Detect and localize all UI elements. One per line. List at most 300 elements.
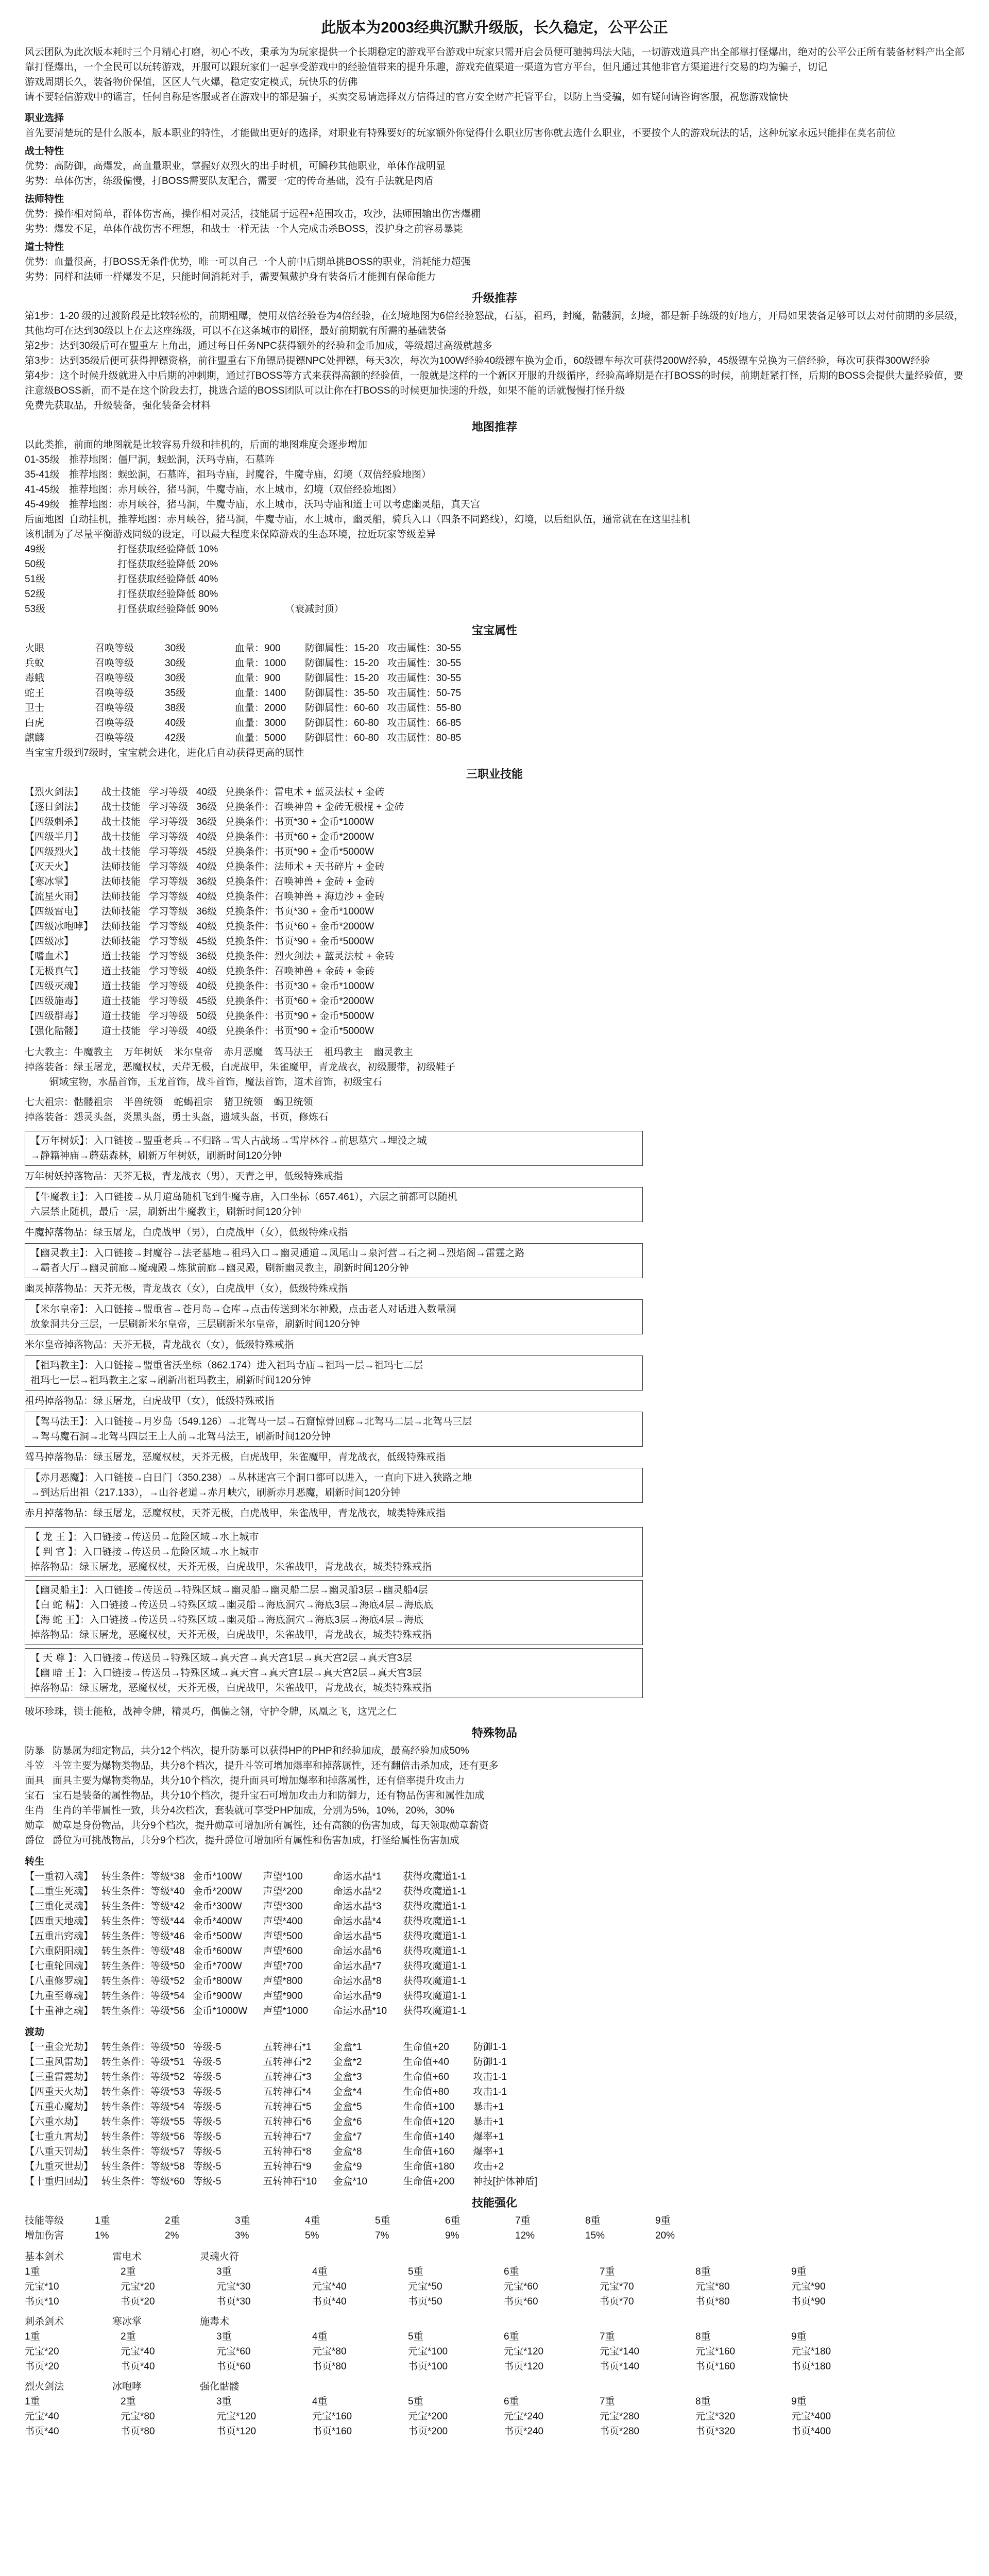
maps-section: [25, 419, 964, 617]
table-header-row: [25, 2329, 887, 2344]
transform-cell: 攻击1-1: [473, 2072, 507, 2082]
skill-cell: 兑换条件：书页*90 + 金币*5000W: [225, 936, 374, 947]
table-row: [25, 889, 413, 904]
table-row: [25, 934, 413, 949]
column-header: 4重: [312, 2331, 328, 2342]
skill-cell: 学习等级: [149, 832, 189, 842]
skill-cell: 兑换条件：法师术 + 天书碎片 + 金砖: [225, 861, 385, 872]
table-row: [25, 2294, 887, 2309]
rebirth-cell: 转生条件：等级*40: [101, 1886, 185, 1897]
table-row: [25, 1009, 413, 1024]
boost-cost-cell: 元宝*140: [600, 2346, 640, 2357]
skill-cell: 【四级灭魂】: [25, 981, 84, 992]
boss-route: 入口链接→从月道岛随机飞到牛魔寺庙，入口坐标（657.461），六层之前都可以随机: [94, 1192, 457, 1202]
skill-cell: 学习等级: [149, 846, 189, 857]
pet-cell: 兵蚁: [25, 658, 45, 669]
pet-cell: 30级: [165, 658, 186, 669]
skill-cell: 【四级冰咆哮】: [25, 921, 94, 932]
column-header: 2重: [121, 2396, 136, 2407]
skill-cell: 道士技能: [101, 966, 141, 977]
boost-skill-title: 强化骷髅: [200, 2381, 240, 2392]
skill-cell: 战士技能: [101, 832, 141, 842]
boss-line: 掉落装备：绿玉屠龙，恶魔权杖，天芹无极，白虎战甲，朱雀魔甲，青龙战衣，初级腰带，初级鞋子: [25, 1062, 456, 1073]
intro-section: [25, 45, 964, 105]
boost-cost-cell: 元宝*120: [216, 2411, 257, 2422]
skill-cell: 学习等级: [149, 966, 189, 977]
table-row: [25, 1773, 507, 1788]
class-name: 法师特性: [25, 194, 64, 205]
rebirth-cell: 【五重出窍魂】: [25, 1931, 94, 1942]
column-header: 9重: [655, 2215, 671, 2226]
boss-route-line: 【 龙 王 】：入口链接→传送员→危险区域→水上城市: [30, 1532, 259, 1543]
pet-cell: 召唤等级: [95, 703, 134, 714]
boss-route: 入口链接→盟重省沃坐标（862.174）进入祖玛寺庙→祖玛一层→祖玛七二层: [94, 1360, 423, 1371]
map-text: 推荐地图：赤月峡谷，猪马洞，牛魔寺庙，水上城市，沃玛寺庙和道士可以考虑幽灵船，真天宫: [69, 499, 481, 510]
exp-text: 打怪获取经验降低 40%: [117, 574, 218, 585]
column-header: 4重: [312, 2266, 328, 2277]
boss-entries-section: [25, 1131, 964, 1521]
transform-cell: 生命值+200: [403, 2176, 455, 2187]
boost-cell: 9%: [445, 2230, 459, 2241]
exp-level: 52级: [25, 589, 46, 600]
pet-cell: 血量：2000: [235, 703, 286, 714]
skill-cell: 36级: [196, 951, 217, 962]
level-range: 后面地图: [25, 514, 64, 525]
upgrade-step: [25, 309, 964, 338]
rebirth-cell: 转生条件：等级*54: [101, 1991, 185, 2002]
boost-cost-cell: 元宝*100: [408, 2346, 448, 2357]
boss-route-line: [30, 1429, 637, 1444]
boss-route-line: [30, 1148, 637, 1163]
skill-cell: 战士技能: [101, 802, 141, 812]
rebirth-cell: 命运水晶*2: [333, 1886, 382, 1897]
rebirth-cell: 获得攻魔道1-1: [403, 1946, 467, 1957]
table-row: [25, 1974, 474, 1989]
column-header: 5重: [375, 2215, 390, 2226]
rebirth-cell: 金币*200W: [193, 1886, 242, 1897]
boost-cost-cell: 书页*30: [216, 2296, 251, 2307]
table-row: [25, 815, 413, 829]
transform-cell: 金盒*9: [333, 2161, 362, 2172]
skill-cell: 36级: [196, 876, 217, 887]
skill-cell: 兑换条件：烈火剑法 + 蓝灵法杖 + 金砖: [225, 951, 395, 962]
skill-cell: 法师技能: [101, 876, 141, 887]
column-header: 1重: [25, 2396, 40, 2407]
boss-name: 【万年树妖】：: [30, 1136, 94, 1146]
boost-skill-title: 雷电术: [112, 2251, 142, 2262]
boost-cell: 3%: [235, 2230, 249, 2241]
career-intro: 首先要清楚玩的是什么版本，版本职业的特性，才能做出更好的选择，对职业有特殊要好的玩家额外你觉得什么职业厉害你就去选什么职业，不要按个人的游戏玩法的话，这种玩家永远只能排在莫名前位: [25, 128, 896, 139]
boost-cost-cell: 元宝*20: [121, 2281, 155, 2292]
pet-cell: 召唤等级: [95, 673, 134, 684]
pet-cell: 防御属性：60-60: [305, 703, 379, 714]
rebirth-cell: 命运水晶*1: [333, 1871, 382, 1882]
pet-cell: 防御属性：15-20: [305, 643, 379, 654]
rebirth-cell: 金币*1000W: [193, 2006, 248, 2016]
boost-cost-cell: 书页*60: [504, 2296, 538, 2307]
column-header: 5重: [408, 2331, 423, 2342]
pet-cell: 召唤等级: [95, 688, 134, 699]
boss-route-line: [30, 1133, 637, 1148]
drop-label: 万年树妖掉落物品：: [25, 1171, 113, 1182]
table-row: [25, 1884, 474, 1899]
transform-cell: 等级-5: [193, 2057, 221, 2067]
table-row: [25, 686, 469, 701]
skill-cell: 道士技能: [101, 981, 141, 992]
table-row: [25, 2084, 545, 2099]
transform-cell: 金盒*3: [333, 2072, 362, 2082]
boost-cost-cell: 元宝*60: [504, 2281, 538, 2292]
skill-cell: 40级: [196, 787, 217, 798]
boss-name: 【牛魔教主】：: [30, 1192, 94, 1202]
table-row: [25, 2004, 474, 2019]
drop-text: 天芥无极，青龙战衣（女），低级特殊戒指: [113, 1340, 294, 1350]
class-name: 战士特性: [25, 146, 64, 157]
boost-table-block: [25, 2249, 964, 2309]
special-cell: 防暴属为细定物品，共分12个档次，提升防暴可以获得HP的PHP和经验加成，最高经验加成50%: [53, 1745, 469, 1756]
pet-cell: 攻击属性：30-55: [387, 643, 462, 654]
drop-label: 掉落物品：: [30, 1630, 80, 1640]
boost-cost-cell: 书页*20: [121, 2296, 155, 2307]
pet-cell: 攻击属性：30-55: [387, 658, 462, 669]
special-cell: 防暴: [25, 1745, 45, 1756]
boost-cost-cell: 元宝*10: [25, 2281, 59, 2292]
transform-cell: 转生条件：等级*53: [101, 2087, 185, 2097]
column-header: 7重: [515, 2215, 531, 2226]
table-row: [25, 829, 413, 844]
table-header-row: [25, 2213, 725, 2228]
drop-label: 米尔皇帝掉落物品：: [25, 1340, 113, 1350]
skill-cell: 法师技能: [101, 861, 141, 872]
boost-titles: [25, 2379, 964, 2394]
rebirth-cell: 获得攻魔道1-1: [403, 1961, 467, 1972]
transform-table: [25, 2040, 545, 2189]
skill-cell: 40级: [196, 1026, 217, 1037]
pet-cell: 血量：3000: [235, 718, 286, 728]
skill-cell: 36级: [196, 906, 217, 917]
special-cell: 面具主要为爆物类物品，共分10个档次，提升面具可增加爆率和掉落属性，还有倍率提升攻击力: [53, 1775, 465, 1786]
boost-skill-title: 刺杀剑术: [25, 2316, 64, 2327]
page-title: 此版本为2003经典沉默升级版，长久稳定，公平公正: [321, 20, 668, 36]
transform-cell: 等级-5: [193, 2087, 221, 2097]
boost-cell: 15%: [585, 2230, 605, 2241]
column-header: 8重: [695, 2396, 711, 2407]
boost-skill-title: 基本剑术: [25, 2251, 64, 2262]
boost-skill-title: 灵魂火符: [200, 2251, 240, 2262]
special-cell: 爵位: [25, 1835, 45, 1846]
skill-cell: 学习等级: [149, 936, 189, 947]
rebirth-cell: 获得攻魔道1-1: [403, 1931, 467, 1942]
table-row: [25, 2129, 545, 2144]
column-header: 1重: [25, 2331, 40, 2342]
table-row: [25, 1833, 507, 1848]
rebirth-cell: 金币*400W: [193, 1916, 242, 1927]
boost-cost-cell: 书页*60: [216, 2361, 251, 2372]
boss-name: 【祖玛教主】：: [30, 1360, 94, 1371]
drop-text: 绿玉屠龙，恶魔权杖，天芥无极，白虎战甲，朱雀魔甲，青龙战衣，低级特殊戒指: [93, 1452, 446, 1463]
column-header: 技能等级: [25, 2215, 64, 2226]
column-header: 1重: [25, 2266, 40, 2277]
exp-text: 打怪获取经验降低 20%: [117, 559, 218, 570]
transform-cell: 转生条件：等级*56: [101, 2131, 185, 2142]
boost-cost-cell: 书页*160: [312, 2426, 352, 2437]
skill-cell: 兑换条件：书页*60 + 金币*2000W: [225, 832, 374, 842]
boss-drop-line: [30, 1628, 637, 1642]
boost-cost-cell: 书页*100: [408, 2361, 448, 2372]
boost-cost-cell: 书页*400: [791, 2426, 831, 2437]
maps-note: 该机制为了尽量平衡游戏同级的设定，可以最大程度来保障游戏的生态环境，拉近玩家等级差异: [25, 529, 436, 540]
rebirth-cell: 金币*800W: [193, 1976, 242, 1987]
pet-cell: 血量：1400: [235, 688, 286, 699]
rebirth-cell: 转生条件：等级*38: [101, 1871, 185, 1882]
skill-cell: 兑换条件：书页*90 + 金币*5000W: [225, 846, 374, 857]
transform-cell: 金盒*4: [333, 2087, 362, 2097]
boss-entry-box: [25, 1187, 643, 1222]
rebirth-cell: 转生条件：等级*50: [101, 1961, 185, 1972]
column-header: 3重: [216, 2331, 232, 2342]
exp-row: [25, 572, 349, 587]
level-range: 41-45级: [25, 484, 60, 495]
transform-cell: 转生条件：等级*55: [101, 2116, 185, 2127]
boost-cost-cell: 书页*280: [600, 2426, 640, 2437]
drop-label: 幽灵掉落物品：: [25, 1283, 94, 1294]
boost-cost-cell: 书页*120: [216, 2426, 257, 2437]
table-row: [25, 919, 413, 934]
rebirth-cell: 声望*600: [263, 1946, 303, 1957]
upgrade-heading: 升级推荐: [471, 292, 517, 304]
table-row: [25, 1024, 413, 1039]
rebirth-table: [25, 1869, 474, 2019]
boost-cost-cell: 元宝*400: [791, 2411, 831, 2422]
boost-cost-cell: 书页*10: [25, 2296, 59, 2307]
skill-cell: 法师技能: [101, 936, 141, 947]
boss-name: 【米尔皇帝】：: [30, 1304, 94, 1315]
skill-cell: 40级: [196, 861, 217, 872]
skill-cell: 【四级刺杀】: [25, 817, 84, 827]
boost-cost-cell: 书页*140: [600, 2361, 640, 2372]
skill-cell: 【强化骷髅】: [25, 1026, 84, 1037]
pet-cell: 召唤等级: [95, 643, 134, 654]
skill-cell: 【四级烈火】: [25, 846, 84, 857]
transform-cell: 转生条件：等级*58: [101, 2161, 185, 2172]
pet-cell: 35级: [165, 688, 186, 699]
boost-cost-cell: 元宝*40: [312, 2281, 347, 2292]
class-name: 道士特性: [25, 242, 64, 252]
rebirth-cell: 声望*800: [263, 1976, 303, 1987]
transform-cell: 生命值+100: [403, 2102, 455, 2112]
boss-route-line: [30, 1261, 637, 1276]
transform-cell: 生命值+80: [403, 2087, 449, 2097]
transform-cell: 防御1-1: [473, 2057, 507, 2067]
intro-paragraph: 风云团队为此次版本耗时三个月精心打磨，初心不改，秉承为为玩家提供一个长期稳定的游戏平台游戏中玩家只需开启会员便可驰骋玛法大陆，一切游戏道具产出全部靠打怪爆出，绝对的公平公正所有装备材料产出全部靠打怪爆出，一个全民可以玩转游戏，开服可以跟玩家们一起享受游戏中的经验值带来的提升乐趣，游戏充值渠道一渠道为官方平台，但凡通过其他非官方渠道进行交易的均为骗子，切记: [25, 47, 965, 73]
skill-cell: 战士技能: [101, 817, 141, 827]
map-row: [25, 497, 696, 512]
boost-table-block: [25, 2379, 964, 2439]
skill-cell: 学习等级: [149, 1026, 189, 1037]
transform-cell: 金盒*7: [333, 2131, 362, 2142]
column-header: 9重: [791, 2396, 807, 2407]
boss-route: →霸者大厅→幽灵前廊→魔魂殿→炼狱前廊→幽灵殿，刷新幽灵教主，刷新时间120分钟: [30, 1263, 409, 1274]
boss-line: 七大教主：牛魔教主 万年树妖 米尔皇帝 赤月恶魔 驾马法王 祖玛教主 幽灵教主: [25, 1047, 413, 1058]
boss-entry-box: [25, 1355, 643, 1391]
rebirth-cell: 转生条件：等级*46: [101, 1931, 185, 1942]
rebirth-cell: 声望*400: [263, 1916, 303, 1927]
skill-cell: 法师技能: [101, 891, 141, 902]
table-row: [25, 701, 469, 716]
skill-cell: 40级: [196, 832, 217, 842]
jewel-section: [25, 1704, 964, 1719]
transform-cell: 生命值+160: [403, 2146, 455, 2157]
boss-route-line: 【白 蛇 精】：入口链接→传送员→特殊区域→幽灵船→海底洞穴→海底3层→海底4层→海底底: [30, 1600, 434, 1611]
transform-cell: 等级-5: [193, 2072, 221, 2082]
pet-cell: 42级: [165, 733, 186, 743]
special-cell: 勋章: [25, 1820, 45, 1831]
skill-cell: 学习等级: [149, 802, 189, 812]
transform-cell: 五转神石*4: [263, 2087, 312, 2097]
exp-row: [25, 587, 349, 602]
skill-cell: 法师技能: [101, 921, 141, 932]
drop-text: 天芥无极，青龙战衣（女），白虎战甲（女），低级特殊戒指: [93, 1283, 348, 1294]
pet-cell: 火眼: [25, 643, 45, 654]
table-row: [25, 859, 413, 874]
upgrade-section: [25, 291, 964, 413]
rebirth-cell: 获得攻魔道1-1: [403, 2006, 467, 2016]
step-label: 第1步：: [25, 311, 60, 321]
table-row: [25, 671, 469, 686]
skill-cell: 【四级施毒】: [25, 996, 84, 1007]
skill-cell: 45级: [196, 846, 217, 857]
transform-cell: 神技[护体神盾]: [473, 2176, 538, 2187]
transform-cell: 金盒*2: [333, 2057, 362, 2067]
skill-cell: 兑换条件：雷电术 + 蓝灵法杖 + 金砖: [225, 787, 385, 798]
pet-cell: 防御属性：15-20: [305, 673, 379, 684]
table-row: [25, 964, 413, 979]
transform-cell: 等级-5: [193, 2116, 221, 2127]
skill-cell: 40级: [196, 981, 217, 992]
class-line: 劣势：爆发不足，单体作战伤害不理想，和战士一样无法一个人完成击杀BOSS，没护身之前容易暴毙: [25, 224, 463, 234]
pet-cell: 血量：1000: [235, 658, 286, 669]
rebirth-cell: 转生条件：等级*44: [101, 1916, 185, 1927]
boss-drop-line: [25, 1337, 964, 1352]
class-line: 优势：血量很高，打BOSS无条件优势，唯一可以自己一个人前中后期单挑BOSS的职业，消耗能力超强: [25, 257, 471, 267]
boss-route: 入口链接→月岁岛（549.126）→北驾马一层→石窟惊骨回廊→北驾马二层→北驾马三层: [94, 1416, 472, 1427]
transform-cell: 【八重天罚劫】: [25, 2146, 94, 2157]
boost-cost-cell: 书页*80: [121, 2426, 155, 2437]
column-header: 2重: [121, 2266, 136, 2277]
table-row: [25, 2409, 887, 2424]
special-cell: 面具: [25, 1775, 45, 1786]
table-row: [25, 1743, 507, 1758]
boost-cost-table: [25, 2329, 887, 2374]
exp-level: 53级: [25, 604, 46, 615]
pets-section: [25, 623, 964, 760]
step-text: 这个时候升级就进入中后期的冲刺期，通过打BOSS等方式来获得高额的经验值，一般就是这样的一个新区开服的升级循序，经验高峰期是在打BOSS的时候，前期赶紧打怪，后期的BOSS会提供大量经验值，要注意级BOSS新，而不是在这个阶段去打，挑选合适的BOSS团队可以让你在打BOSS的时候更加快速的升级，如果不能的话就慢慢打怪升级: [25, 370, 963, 396]
map-row: [25, 452, 696, 467]
level-range: 35-41级: [25, 469, 60, 480]
drop-text: 绿玉屠龙，恶魔权杖，天芥无极，白虎战甲，朱雀战甲，青龙战衣，城类特殊戒指: [79, 1683, 432, 1693]
upgrade-step: [25, 353, 964, 368]
column-header: 5重: [408, 2266, 423, 2277]
boost-cost-cell: 书页*200: [408, 2426, 448, 2437]
skill-cell: 兑换条件：书页*30 + 金币*1000W: [225, 906, 374, 917]
skill-boost-section: [25, 2195, 964, 2243]
rebirth-cell: 获得攻魔道1-1: [403, 1886, 467, 1897]
skill-cell: 36级: [196, 802, 217, 812]
pet-cell: 攻击属性：30-55: [387, 673, 462, 684]
transform-cell: 金盒*10: [333, 2176, 368, 2187]
boost-table-block: [25, 2314, 964, 2374]
boost-cost-cell: 元宝*120: [504, 2346, 544, 2357]
rebirth-cell: 声望*900: [263, 1991, 303, 2002]
maps-heading: 地图推荐: [471, 420, 517, 433]
skill-cell: 【流星火雨】: [25, 891, 84, 902]
pet-cell: 30级: [165, 673, 186, 684]
boss-route-line: 【 判 官 】：入口链接→传送员→危险区域→水上城市: [30, 1547, 259, 1557]
transform-cell: 生命值+120: [403, 2116, 455, 2127]
boost-cell: 增加伤害: [25, 2230, 64, 2241]
boss-route: 祖玛七一层→祖玛教主之家→刷新出祖玛教主，刷新时间120分钟: [30, 1375, 311, 1386]
step-text: 达到35级后便可获得押镖资格，前往盟重右下角镖局提镖NPC处押镖，每天3次，每次为100W经验40级镖车换为金币，60级镖车每次可获得200W经验，45级镖车兑换为三倍经验，每次可获得300W经验: [59, 355, 930, 366]
table-row: [25, 2359, 887, 2374]
boss-route: 入口链接→盟重老兵→不归路→雪人古战场→雪岸林谷→前思墓穴→埋没之城: [94, 1136, 427, 1146]
column-header: 7重: [600, 2266, 615, 2277]
boost-cost-cell: 元宝*200: [408, 2411, 448, 2422]
exp-level: 50级: [25, 559, 46, 570]
transform-cell: 五转神石*8: [263, 2146, 312, 2157]
boost-cost-cell: 书页*70: [600, 2296, 634, 2307]
boost-cost-cell: 元宝*280: [600, 2411, 640, 2422]
boost-cost-cell: 书页*90: [791, 2296, 826, 2307]
boss-group-box: [25, 1648, 643, 1698]
boost-cost-cell: 书页*50: [408, 2296, 442, 2307]
pet-cell: 蛇王: [25, 688, 45, 699]
rebirth-cell: 命运水晶*6: [333, 1946, 382, 1957]
small-boss-section: [25, 1527, 964, 1698]
boss-drop-line: [25, 1281, 964, 1296]
boost-cost-cell: 书页*240: [504, 2426, 544, 2437]
transform-cell: 等级-5: [193, 2176, 221, 2187]
rebirth-cell: 获得攻魔道1-1: [403, 1871, 467, 1882]
transform-cell: 【九重灭世劫】: [25, 2161, 94, 2172]
pets-tail: 当宝宝升级到7级时，宝宝就会进化，进化后自动获得更高的属性: [25, 748, 304, 758]
column-header: 8重: [695, 2331, 711, 2342]
boss-drop-line: [25, 1506, 964, 1521]
boost-cost-cell: 元宝*80: [695, 2281, 730, 2292]
drop-text: 绿玉屠龙，恶魔权杖，天芥无极，白虎战甲，朱雀战甲，青龙战衣，城类特殊戒指: [93, 1508, 446, 1519]
transform-cell: 转生条件：等级*57: [101, 2146, 185, 2157]
table-header-row: [25, 2264, 887, 2279]
table-row: [25, 979, 413, 994]
rebirth-cell: 【四重天地魂】: [25, 1916, 94, 1927]
boss-route-line: [30, 1205, 637, 1219]
class-line: 劣势：同样和法师一样爆发不足，只能时间消耗对手，需要佩戴护身有装备后才能拥有保命能力: [25, 272, 436, 282]
boss-drop-line: [25, 1394, 964, 1409]
step-text: 达到30级后可在盟重左上角出，通过每日任务NPC获得额外的经验和金币加成，等级超过高级就越多: [59, 341, 492, 351]
rebirth-cell: 【二重生死魂】: [25, 1886, 94, 1897]
transform-cell: 【一重金光劫】: [25, 2042, 94, 2053]
boost-cost-cell: 元宝*20: [25, 2346, 59, 2357]
map-text: 推荐地图：赤月峡谷，猪马洞，牛魔寺庙，水上城市，幻境（双倍经验地图）: [69, 484, 402, 495]
rebirth-cell: 声望*200: [263, 1886, 303, 1897]
transform-cell: 生命值+40: [403, 2057, 449, 2067]
step-label: 第4步：: [25, 370, 60, 381]
boost-cost-cell: 书页*320: [695, 2426, 736, 2437]
skills-section: [25, 767, 964, 1039]
transform-cell: 五转神石*9: [263, 2161, 312, 2172]
transform-cell: 转生条件：等级*54: [101, 2102, 185, 2112]
boss-route-line: [30, 1317, 637, 1332]
transform-cell: 暴击+1: [473, 2116, 504, 2127]
